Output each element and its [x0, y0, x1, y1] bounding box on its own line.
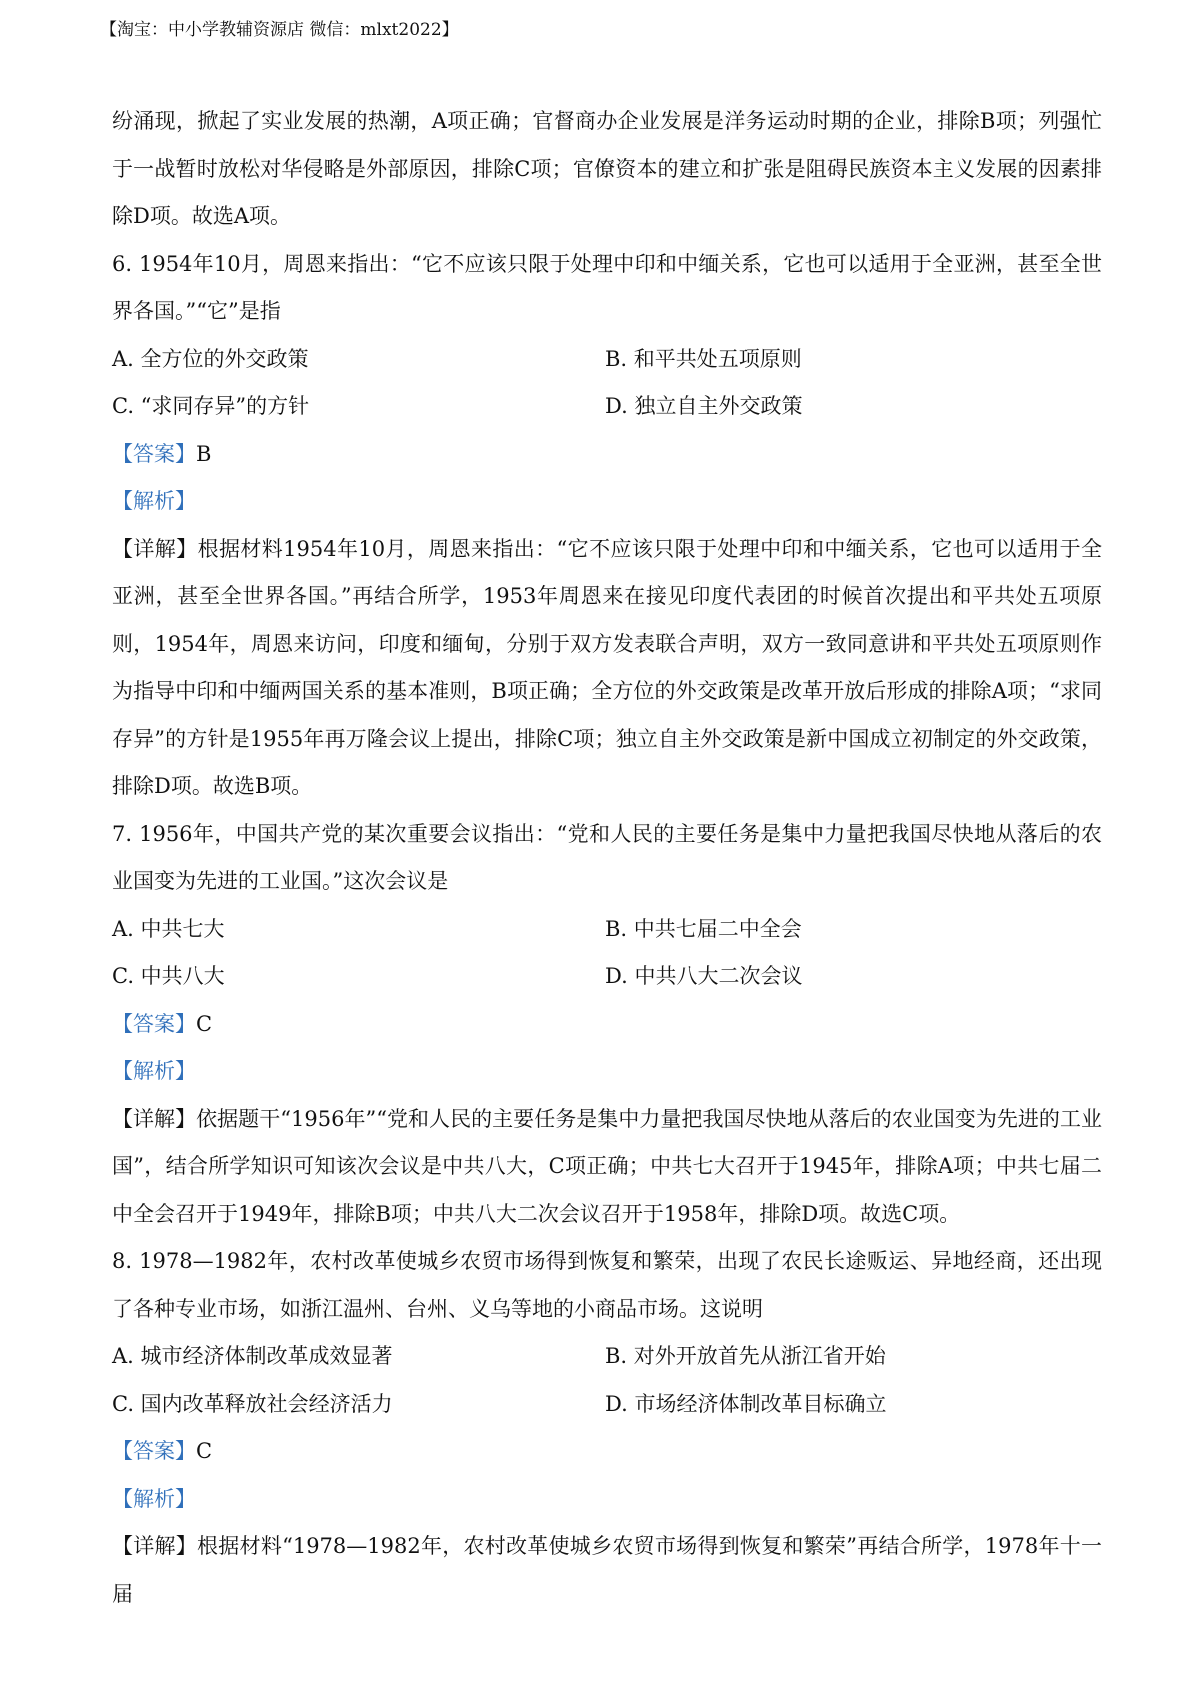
option-list: [112, 1333, 1102, 1428]
answer-line: [112, 1428, 1102, 1476]
answer-tag: 【答案】: [112, 1011, 196, 1036]
detail-paragraph: [112, 1523, 1102, 1618]
question-7: [112, 811, 1102, 1239]
detail-tag: 【详解】: [112, 536, 198, 561]
answer-value: C: [196, 1439, 213, 1463]
detail-paragraph: [112, 1096, 1102, 1239]
detail-text: 根据材料“1978—1982年，农村改革使城乡农贸市场得到恢复和繁荣”再结合所学，1978年十一届: [112, 1534, 1102, 1606]
option-d: D. 独立自主外交政策: [605, 394, 803, 418]
detail-text: 根据材料1954年10月，周恩来指出：“它不应该只限于处理中印和中缅关系，它也可以适用于全亚洲，甚至全世界各国。”再结合所学，1953年周恩来在接见印度代表团的时候首次提出和平共处五项原则，1954年，周恩来访问，印度和缅甸，分别于双方发表联合声明，双方一致同意讲和平共处五项原则作为指导中印和中缅两国关系的基本准则，B项正确；全方位的外交政策是改革开放后形成的排除A项；“求同存异”的方针是1955年再万隆会议上提出，排除C项；独立自主外交政策是新中国成立初制定的外交政策，排除D项。故选B项。: [112, 536, 1102, 798]
question-stem: 8. 1978—1982年，农村改革使城乡农贸市场得到恢复和繁荣，出现了农民长途贩运、异地经商，还出现了各种专业市场，如浙江温州、台州、义乌等地的小商品市场。这说明: [112, 1249, 1102, 1321]
answer-value: B: [196, 441, 212, 466]
analysis-heading: [112, 478, 1102, 526]
answer-value: C: [196, 1011, 213, 1036]
answer-tag: 【答案】: [112, 441, 196, 466]
option-c: C. “求同存异”的方针: [112, 394, 310, 418]
question-8: [112, 1238, 1102, 1618]
answer-tag: 【答案】: [112, 1439, 196, 1463]
intro-paragraph: 纷涌现，掀起了实业发展的热潮，A项正确；官督商办企业发展是洋务运动时期的企业，排除B项；列强忙于一战暂时放松对华侵略是外部原因，排除C项；官僚资本的建立和扩张是阻碍民族资本主义发展的因素排除D项。故选A项。: [112, 109, 1102, 228]
detail-text: 依据题干“1956年”“党和人民的主要任务是集中力量把我国尽快地从落后的农业国变为先进的工业国”，结合所学知识可知该次会议是中共八大，C项正确；中共七大召开于1945年，排除A项；中共七届二中全会召开于1949年，排除B项；中共八大二次会议召开于1958年，排除D项。故选C项。: [112, 1106, 1102, 1226]
question-6: [112, 241, 1102, 811]
option-c: C. 国内改革释放社会经济活力: [112, 1391, 393, 1416]
option-b: B. 和平共处五项原则: [605, 346, 802, 371]
detail-paragraph: [112, 526, 1102, 811]
analysis-tag: 【解析】: [112, 1059, 196, 1083]
option-a: A. 中共七大: [112, 916, 225, 941]
detail-tag: 【详解】: [112, 1534, 198, 1558]
answer-line: [112, 431, 1102, 479]
page-header: 【淘宝：中小学教辅资源店 微信：mlxt2022】: [100, 20, 459, 40]
option-b: B. 中共七届二中全会: [605, 916, 802, 941]
document-page: [100, 10, 1102, 1618]
option-b: B. 对外开放首先从浙江省开始: [605, 1344, 886, 1368]
question-stem: 6. 1954年10月，周恩来指出：“它不应该只限于处理中印和中缅关系，它也可以适用于全亚洲，甚至全世界各国。”“它”是指: [112, 251, 1102, 323]
option-d: D. 中共八大二次会议: [605, 964, 803, 988]
option-a: A. 城市经济体制改革成效显著: [112, 1344, 393, 1368]
option-d: D. 市场经济体制改革目标确立: [605, 1391, 887, 1416]
analysis-heading: [112, 1048, 1102, 1096]
option-list: [112, 336, 1102, 431]
analysis-tag: 【解析】: [112, 1486, 196, 1511]
option-a: A. 全方位的外交政策: [112, 346, 309, 371]
analysis-tag: 【解析】: [112, 489, 196, 513]
option-list: [112, 906, 1102, 1001]
analysis-heading: [112, 1476, 1102, 1524]
answer-line: [112, 1001, 1102, 1049]
question-stem: 7. 1956年，中国共产党的某次重要会议指出：“党和人民的主要任务是集中力量把我国尽快地从落后的农业国变为先进的工业国。”这次会议是: [112, 821, 1102, 893]
detail-tag: 【详解】: [112, 1106, 197, 1131]
option-c: C. 中共八大: [112, 964, 225, 988]
